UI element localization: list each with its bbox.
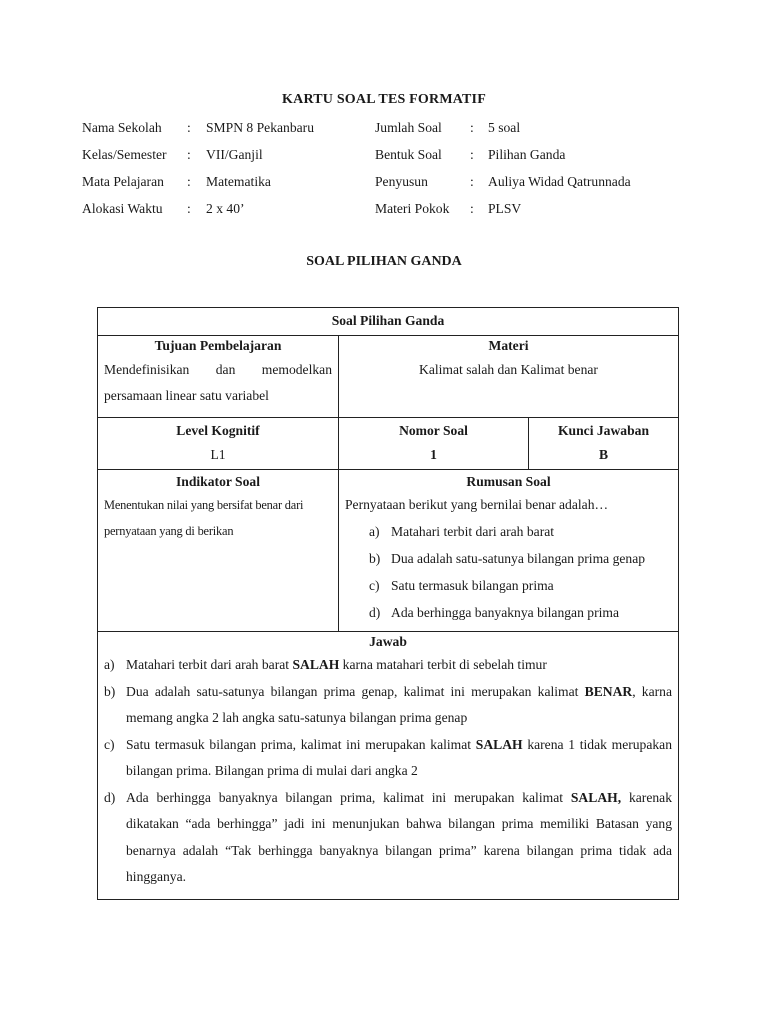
answer-text: karena 1 tidak merupakan bilangan prima. Bilangan prima di mulai dari angka 2	[126, 736, 673, 778]
info-colon: :	[187, 174, 191, 189]
info-colon: :	[470, 174, 474, 189]
info-colon: :	[470, 120, 474, 135]
info-colon: :	[187, 147, 191, 162]
answer-letter: b)	[104, 683, 116, 699]
info-value: PLSV	[488, 201, 522, 216]
answer-text: , karna memang angka 2 lah angka satu-satunya bilangan prima genap	[126, 683, 672, 725]
answer-text: Dua adalah satu-satunya bilangan prima genap, kalimat ini merupakan kalimat	[126, 683, 585, 699]
option-letter: b)	[369, 551, 381, 566]
answer-a	[104, 652, 672, 679]
info-value: Pilihan Ganda	[488, 147, 566, 162]
answer-text: Ada berhingga banyaknya bilangan prima, kalimat ini merupakan kalimat	[126, 789, 571, 805]
option-letter: d)	[369, 605, 381, 620]
level-cell	[98, 418, 339, 470]
info-row-nama-sekolah	[0, 118, 768, 138]
answer-b	[104, 679, 672, 732]
info-value: 5 soal	[488, 120, 521, 135]
info-label: Mata Pelajaran	[82, 174, 164, 189]
info-row-alokasi-waktu	[0, 199, 768, 219]
info-colon: :	[470, 201, 474, 216]
nomor-cell	[339, 418, 529, 470]
info-colon: :	[470, 147, 474, 162]
level-label: Level Kognitif	[176, 423, 260, 438]
document-title: KARTU SOAL TES FORMATIF	[282, 92, 486, 107]
nomor-value: 1	[430, 447, 437, 462]
info-row-mata-pelajaran	[0, 172, 768, 192]
option-d	[345, 599, 672, 626]
answer-verdict: SALAH,	[570, 789, 622, 805]
option-a	[345, 518, 672, 545]
section-title: SOAL PILIHAN GANDA	[306, 254, 462, 269]
answer-letter: a)	[104, 657, 115, 672]
kunci-label: Kunci Jawaban	[557, 423, 650, 438]
level-value: L1	[210, 447, 226, 462]
rumusan-label: Rumusan Soal	[466, 474, 551, 489]
tujuan-cell	[98, 336, 339, 418]
info-colon: :	[187, 201, 191, 216]
answer-letter: d)	[104, 789, 116, 805]
jawab-cell	[98, 632, 679, 900]
tujuan-line-1: Mendefinisikan dan memodelkan	[104, 362, 332, 377]
rumusan-question: Pernyataan berikut yang bernilai benar adalah…	[345, 497, 609, 512]
kunci-cell	[529, 418, 679, 470]
option-letter: c)	[369, 578, 380, 593]
jawab-label: Jawab	[369, 634, 407, 649]
materi-cell	[339, 336, 679, 418]
answer-text: Satu termasuk bilangan prima, kalimat ini merupakan kalimat	[126, 736, 476, 752]
tujuan-line-2: persamaan linear satu variabel	[104, 388, 269, 403]
info-label: Kelas/Semester	[82, 147, 167, 162]
indikator-label: Indikator Soal	[176, 474, 260, 489]
answer-letter: c)	[104, 736, 115, 752]
answer-d	[104, 785, 672, 891]
option-c	[345, 572, 672, 599]
info-value: SMPN 8 Pekanbaru	[206, 120, 314, 135]
info-label: Penyusun	[375, 174, 428, 189]
answer-verdict: SALAH	[292, 657, 340, 672]
info-label: Nama Sekolah	[82, 120, 162, 135]
info-value: 2 x 40’	[206, 201, 245, 216]
option-text: Satu termasuk bilangan prima	[391, 578, 554, 593]
info-label: Bentuk Soal	[375, 147, 442, 162]
card-header: Soal Pilihan Ganda	[98, 308, 679, 336]
info-value: Matematika	[206, 174, 271, 189]
kunci-value: B	[598, 447, 609, 462]
answer-text: Matahari terbit dari arah barat	[126, 657, 293, 672]
option-letter: a)	[369, 524, 380, 539]
info-label: Jumlah Soal	[375, 120, 442, 135]
nomor-label: Nomor Soal	[399, 423, 468, 438]
info-row-kelas-semester	[0, 145, 768, 165]
question-card-table	[97, 307, 679, 900]
option-b	[345, 545, 672, 572]
answer-c	[104, 732, 672, 785]
answer-verdict: BENAR	[584, 683, 633, 699]
answer-verdict: SALAH	[475, 736, 523, 752]
indikator-cell	[98, 470, 339, 632]
info-colon: :	[187, 120, 191, 135]
option-text: Ada berhingga banyaknya bilangan prima	[391, 605, 619, 620]
indikator-line-2: pernyataan yang di berikan	[104, 524, 234, 538]
info-value: VII/Ganjil	[206, 147, 263, 162]
answer-text: karna matahari terbit di sebelah timur	[339, 657, 547, 672]
materi-label: Materi	[488, 338, 529, 353]
info-value: Auliya Widad Qatrunnada	[488, 174, 631, 189]
tujuan-label: Tujuan Pembelajaran	[154, 338, 282, 353]
option-text: Dua adalah satu-satunya bilangan prima genap	[391, 551, 646, 566]
info-label: Alokasi Waktu	[82, 201, 163, 216]
indikator-line-1: Menentukan nilai yang bersifat benar dari	[104, 498, 304, 512]
materi-value: Kalimat salah dan Kalimat benar	[419, 362, 598, 377]
answer-text: karenak dikatakan “ada berhingga” jadi ini menunjukan bahwa bilangan prima memiliki Batasan yang benarnya adalah “Tak berhingga banyaknya bilangan prima” karena bilangan prima tidak ada hingganya.	[126, 789, 672, 884]
info-label: Materi Pokok	[375, 201, 450, 216]
option-text: Matahari terbit dari arah barat	[391, 524, 555, 539]
rumusan-cell	[339, 470, 679, 632]
